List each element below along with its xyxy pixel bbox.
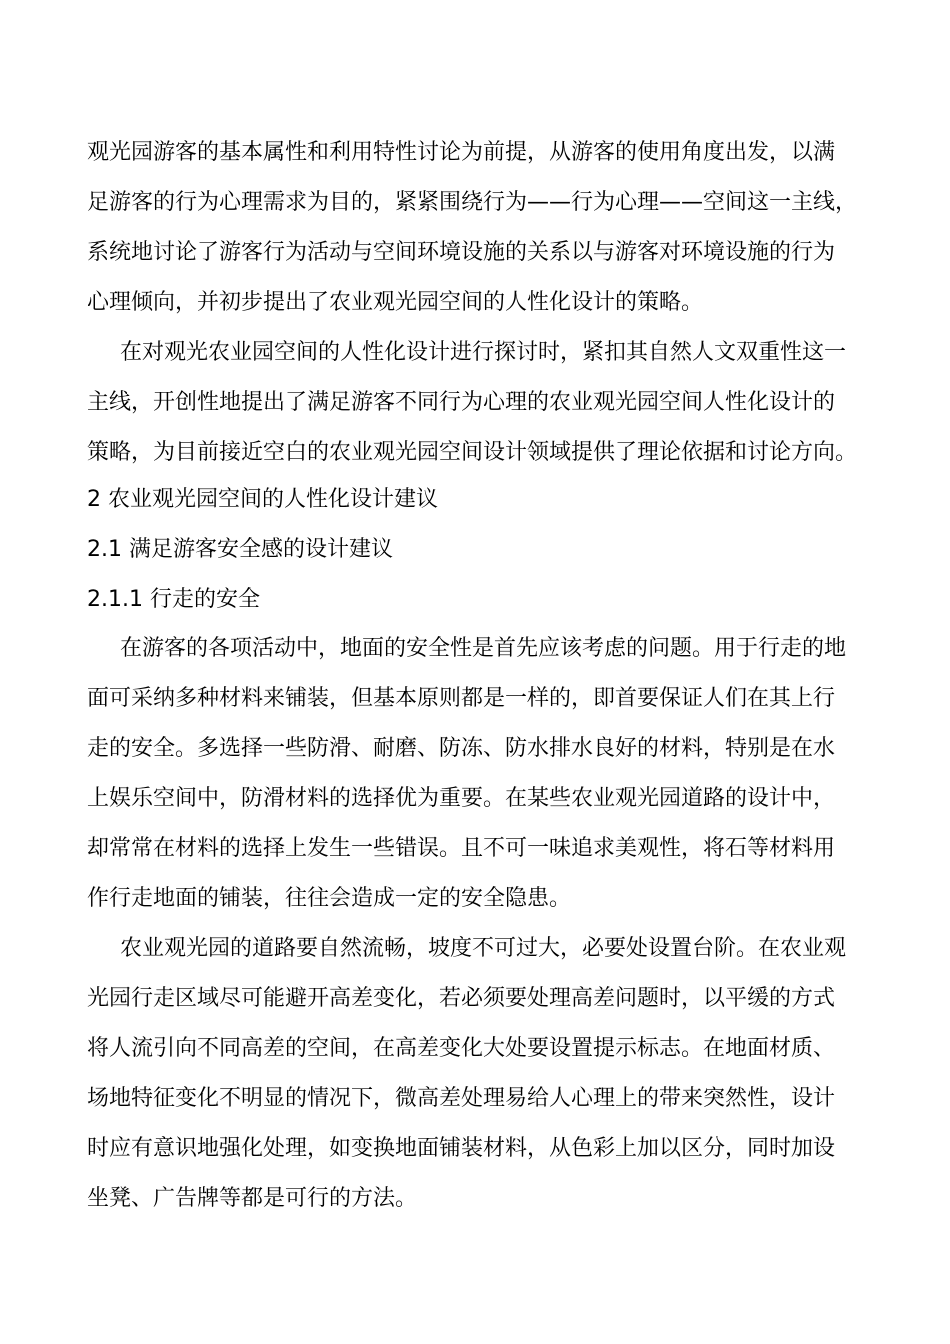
paragraph-3-line-1: 在游客的各项活动中，地面的安全性是首先应该考虑的问题。用于行走的地 bbox=[120, 636, 847, 661]
paragraph-4-line-2: 光园行走区域尽可能避开高差变化，若必须要处理高差问题时，以平缓的方式 bbox=[87, 986, 836, 1011]
paragraph-2-line-1: 在对观光农业园空间的人性化设计进行探讨时，紧扣其自然人文双重性这一 bbox=[120, 340, 847, 365]
paragraph-1-line-2: 足游客的行为心理需求为目的，紧紧围绕行为——行为心理——空间这一主线， bbox=[87, 190, 858, 215]
paragraph-4-line-1: 农业观光园的道路要自然流畅，坡度不可过大，必要处设置台阶。在农业观 bbox=[120, 936, 847, 961]
paragraph-2-line-3: 策略，为目前接近空白的农业观光园空间设计领域提供了理论依据和讨论方向。 bbox=[87, 440, 858, 465]
paragraph-3-line-6: 作行走地面的铺装，往往会造成一定的安全隐患。 bbox=[87, 886, 572, 911]
paragraph-1-line-3: 系统地讨论了游客行为活动与空间环境设施的关系以与游客对环境设施的行为 bbox=[87, 240, 836, 265]
paragraph-3-line-5: 却常常在材料的选择上发生一些错误。且不可一味追求美观性，将石等材料用 bbox=[87, 836, 836, 861]
paragraph-4-line-4: 场地特征变化不明显的情况下，微高差处理易给人心理上的带来突然性，设计 bbox=[87, 1086, 836, 1111]
paragraph-1-line-1: 观光园游客的基本属性和利用特性讨论为前提，从游客的使用角度出发，以满 bbox=[87, 140, 836, 165]
paragraph-4-line-5: 时应有意识地强化处理，如变换地面铺装材料，从色彩上加以区分，同时加设 bbox=[87, 1136, 836, 1161]
paragraph-2-line-2: 主线，开创性地提出了满足游客不同行为心理的农业观光园空间人性化设计的 bbox=[87, 390, 836, 415]
paragraph-3-line-2: 面可采纳多种材料来铺装，但基本原则都是一样的，即首要保证人们在其上行 bbox=[87, 686, 836, 711]
section-heading-2-1: 2.1 满足游客安全感的设计建议 bbox=[87, 537, 393, 562]
paragraph-4-line-3: 将人流引向不同高差的空间，在高差变化大处要设置提示标志。在地面材质、 bbox=[87, 1036, 836, 1061]
section-heading-2: 2 农业观光园空间的人性化设计建议 bbox=[87, 487, 438, 512]
paragraph-3-line-3: 走的安全。多选择一些防滑、耐磨、防冻、防水排水良好的材料，特别是在水 bbox=[87, 736, 836, 761]
section-heading-2-1-1: 2.1.1 行走的安全 bbox=[87, 587, 260, 612]
paragraph-4-line-6: 坐凳、广告牌等都是可行的方法。 bbox=[87, 1186, 418, 1211]
paragraph-1-line-4: 心理倾向，并初步提出了农业观光园空间的人性化设计的策略。 bbox=[87, 290, 704, 315]
paragraph-3-line-4: 上娱乐空间中，防滑材料的选择优为重要。在某些农业观光园道路的设计中， bbox=[87, 786, 836, 811]
